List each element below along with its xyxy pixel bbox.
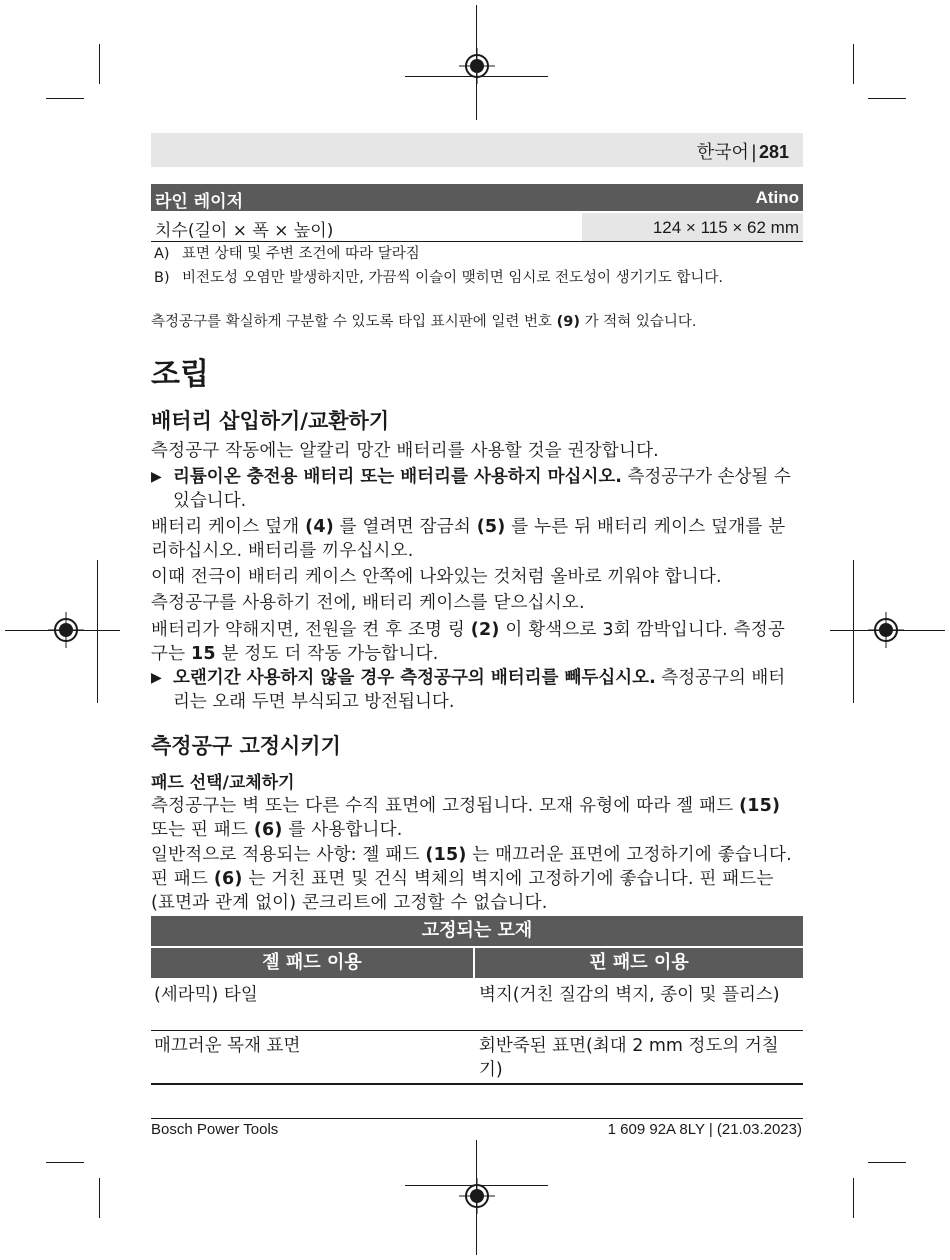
heading-battery: 배터리 삽입하기/교환하기 [151, 409, 390, 433]
heading-mounting: 측정공구 고정시키기 [151, 734, 341, 758]
paragraph: 측정공구 작동에는 알칼리 망간 배터리를 사용할 것을 권장합니다. [151, 441, 659, 461]
registration-target-icon [48, 612, 84, 648]
crop-mark [868, 98, 906, 99]
crop-mark [853, 1178, 854, 1218]
table-cell: 벽지(거친 질감의 벽지, 종이 및 플리스) [479, 985, 780, 1005]
footer-doc-code: 1 609 92A 8LY | (21.03.2023) [607, 1121, 802, 1138]
crop-mark [46, 1162, 84, 1163]
text-run: 이 황색으로 3회 깜박입니다. 측정공구는 [151, 620, 785, 664]
page-header [151, 133, 803, 167]
serial-note-ref: (9) [556, 314, 581, 330]
warning-bold-text: 리튬이온 충전용 배터리 또는 배터리를 사용하지 마십시오. [173, 467, 622, 487]
bullet-arrow-icon: ▶ [151, 670, 162, 686]
text-run: 또는 핀 패드 [151, 820, 254, 840]
crop-mark [46, 98, 84, 99]
model-label: Atino [755, 188, 799, 207]
footnote-text: 비전도성 오염만 발생하지만, 가끔씩 이슬이 맺히면 임시로 전도성이 생기기도 합니다. [182, 270, 723, 286]
ref-number: (6) [253, 820, 283, 840]
materials-table-title: 고정되는 모재 [151, 916, 803, 946]
table-cell: (세라믹) 타일 [154, 985, 258, 1005]
table-cell: 회반죽된 표면(최대 2 mm 정도의 거칠기) [479, 1036, 779, 1080]
spec-row-label: 치수(길이 × 폭 × 높이) [155, 221, 334, 241]
table-cell: 매끄러운 목재 표면 [154, 1036, 301, 1056]
text-run: 를 열려면 잠금쇠 [333, 517, 477, 537]
footer-rule [151, 1118, 803, 1119]
subheading-pad: 패드 선택/교체하기 [151, 773, 295, 793]
footnote-text: 표면 상태 및 주변 조건에 따라 달라짐 [182, 246, 420, 262]
crop-mark [853, 44, 854, 84]
footnote-key: A) [154, 246, 170, 262]
paragraph [151, 515, 801, 563]
text-run: 일반적으로 적용되는 사항: 젤 패드 [151, 845, 426, 865]
text-run: 는 거친 표면 및 건식 벽체의 벽지에 고정하기에 좋습니다. 핀 패드는 (표면과 관계 없이) 콘크리트에 고정할 수 없습니다. [151, 869, 774, 913]
paragraph: 측정공구를 사용하기 전에, 배터리 케이스를 닫으십시오. [151, 593, 585, 613]
footnote [154, 270, 804, 306]
warning-item [151, 465, 801, 513]
section-title-assembly: 조립 [151, 357, 209, 392]
paragraph [151, 794, 801, 842]
paragraph [151, 843, 801, 915]
footer-brand: Bosch Power Tools [151, 1121, 279, 1138]
table-bottom-rule [151, 1083, 803, 1085]
serial-note [151, 310, 697, 331]
registration-target-icon [868, 612, 904, 648]
ref-number: (4) [305, 517, 334, 537]
warning-bold-text: 오랜기간 사용하지 않을 경우 측정공구의 배터리를 빼두십시오. [173, 668, 656, 688]
product-label: 라인 레이저 [155, 192, 244, 212]
warning-item [151, 666, 801, 714]
spec-row-value-cell [582, 213, 803, 241]
paragraph: 이때 전극이 배터리 케이스 안쪽에 나와있는 것처럼 올바로 끼워야 합니다. [151, 567, 722, 587]
ref-number: (5) [476, 517, 506, 537]
page-number: 281 [758, 142, 789, 162]
warning-text: 측정공구의 배터리는 오래 두면 부식되고 방전됩니다. [173, 668, 786, 712]
text-run: 를 누른 뒤 배터리 케이스 덮개를 분리하십시오. 배터리를 끼우십시오. [151, 517, 786, 561]
text-run: 배터리 케이스 덮개 [151, 517, 306, 537]
text-run: 배터리가 약해지면, 전원을 켠 후 조명 링 [151, 620, 471, 640]
ref-number: (6) [213, 869, 243, 889]
materials-col-pin: 핀 패드 이용 [475, 948, 803, 978]
minutes-number: 15 [190, 644, 216, 664]
ref-number: (15) [425, 845, 467, 865]
spec-table-header [151, 184, 803, 211]
paragraph [151, 618, 801, 666]
serial-note-text: 측정공구를 확실하게 구분할 수 있도록 타입 표시판에 일련 번호 [151, 314, 557, 330]
registration-target-icon [459, 1178, 495, 1214]
spec-table-row [151, 213, 803, 242]
text-run: 는 매끄러운 표면에 고정하기에 좋습니다. 핀 패드 [151, 845, 792, 889]
registration-target-icon [459, 48, 495, 84]
crop-mark [99, 1178, 100, 1218]
text-run: 를 사용합니다. [282, 820, 403, 840]
registration-line [97, 560, 98, 703]
bullet-arrow-icon: ▶ [151, 469, 162, 485]
page-header-label [697, 138, 789, 164]
text-run: 분 정도 더 작동 가능합니다. [215, 644, 439, 664]
serial-note-text: 가 적혀 있습니다. [580, 314, 697, 330]
crop-mark [868, 1162, 906, 1163]
footnote-key: B) [154, 270, 170, 286]
warning-text: 측정공구가 손상될 수 있습니다. [173, 467, 791, 511]
ref-number: (2) [470, 620, 500, 640]
table-row-divider [151, 1030, 803, 1031]
header-separator: | [750, 142, 757, 163]
text-run: 측정공구는 벽 또는 다른 수직 표면에 고정됩니다. 모재 유형에 따라 젤 패드 [151, 796, 740, 816]
registration-line [853, 560, 854, 703]
spec-row-value: 124 × 115 × 62 mm [652, 218, 799, 237]
ref-number: (15) [739, 796, 781, 816]
crop-mark [99, 44, 100, 84]
materials-col-gel: 젤 패드 이용 [151, 948, 473, 978]
language-label: 한국어 [696, 142, 749, 163]
